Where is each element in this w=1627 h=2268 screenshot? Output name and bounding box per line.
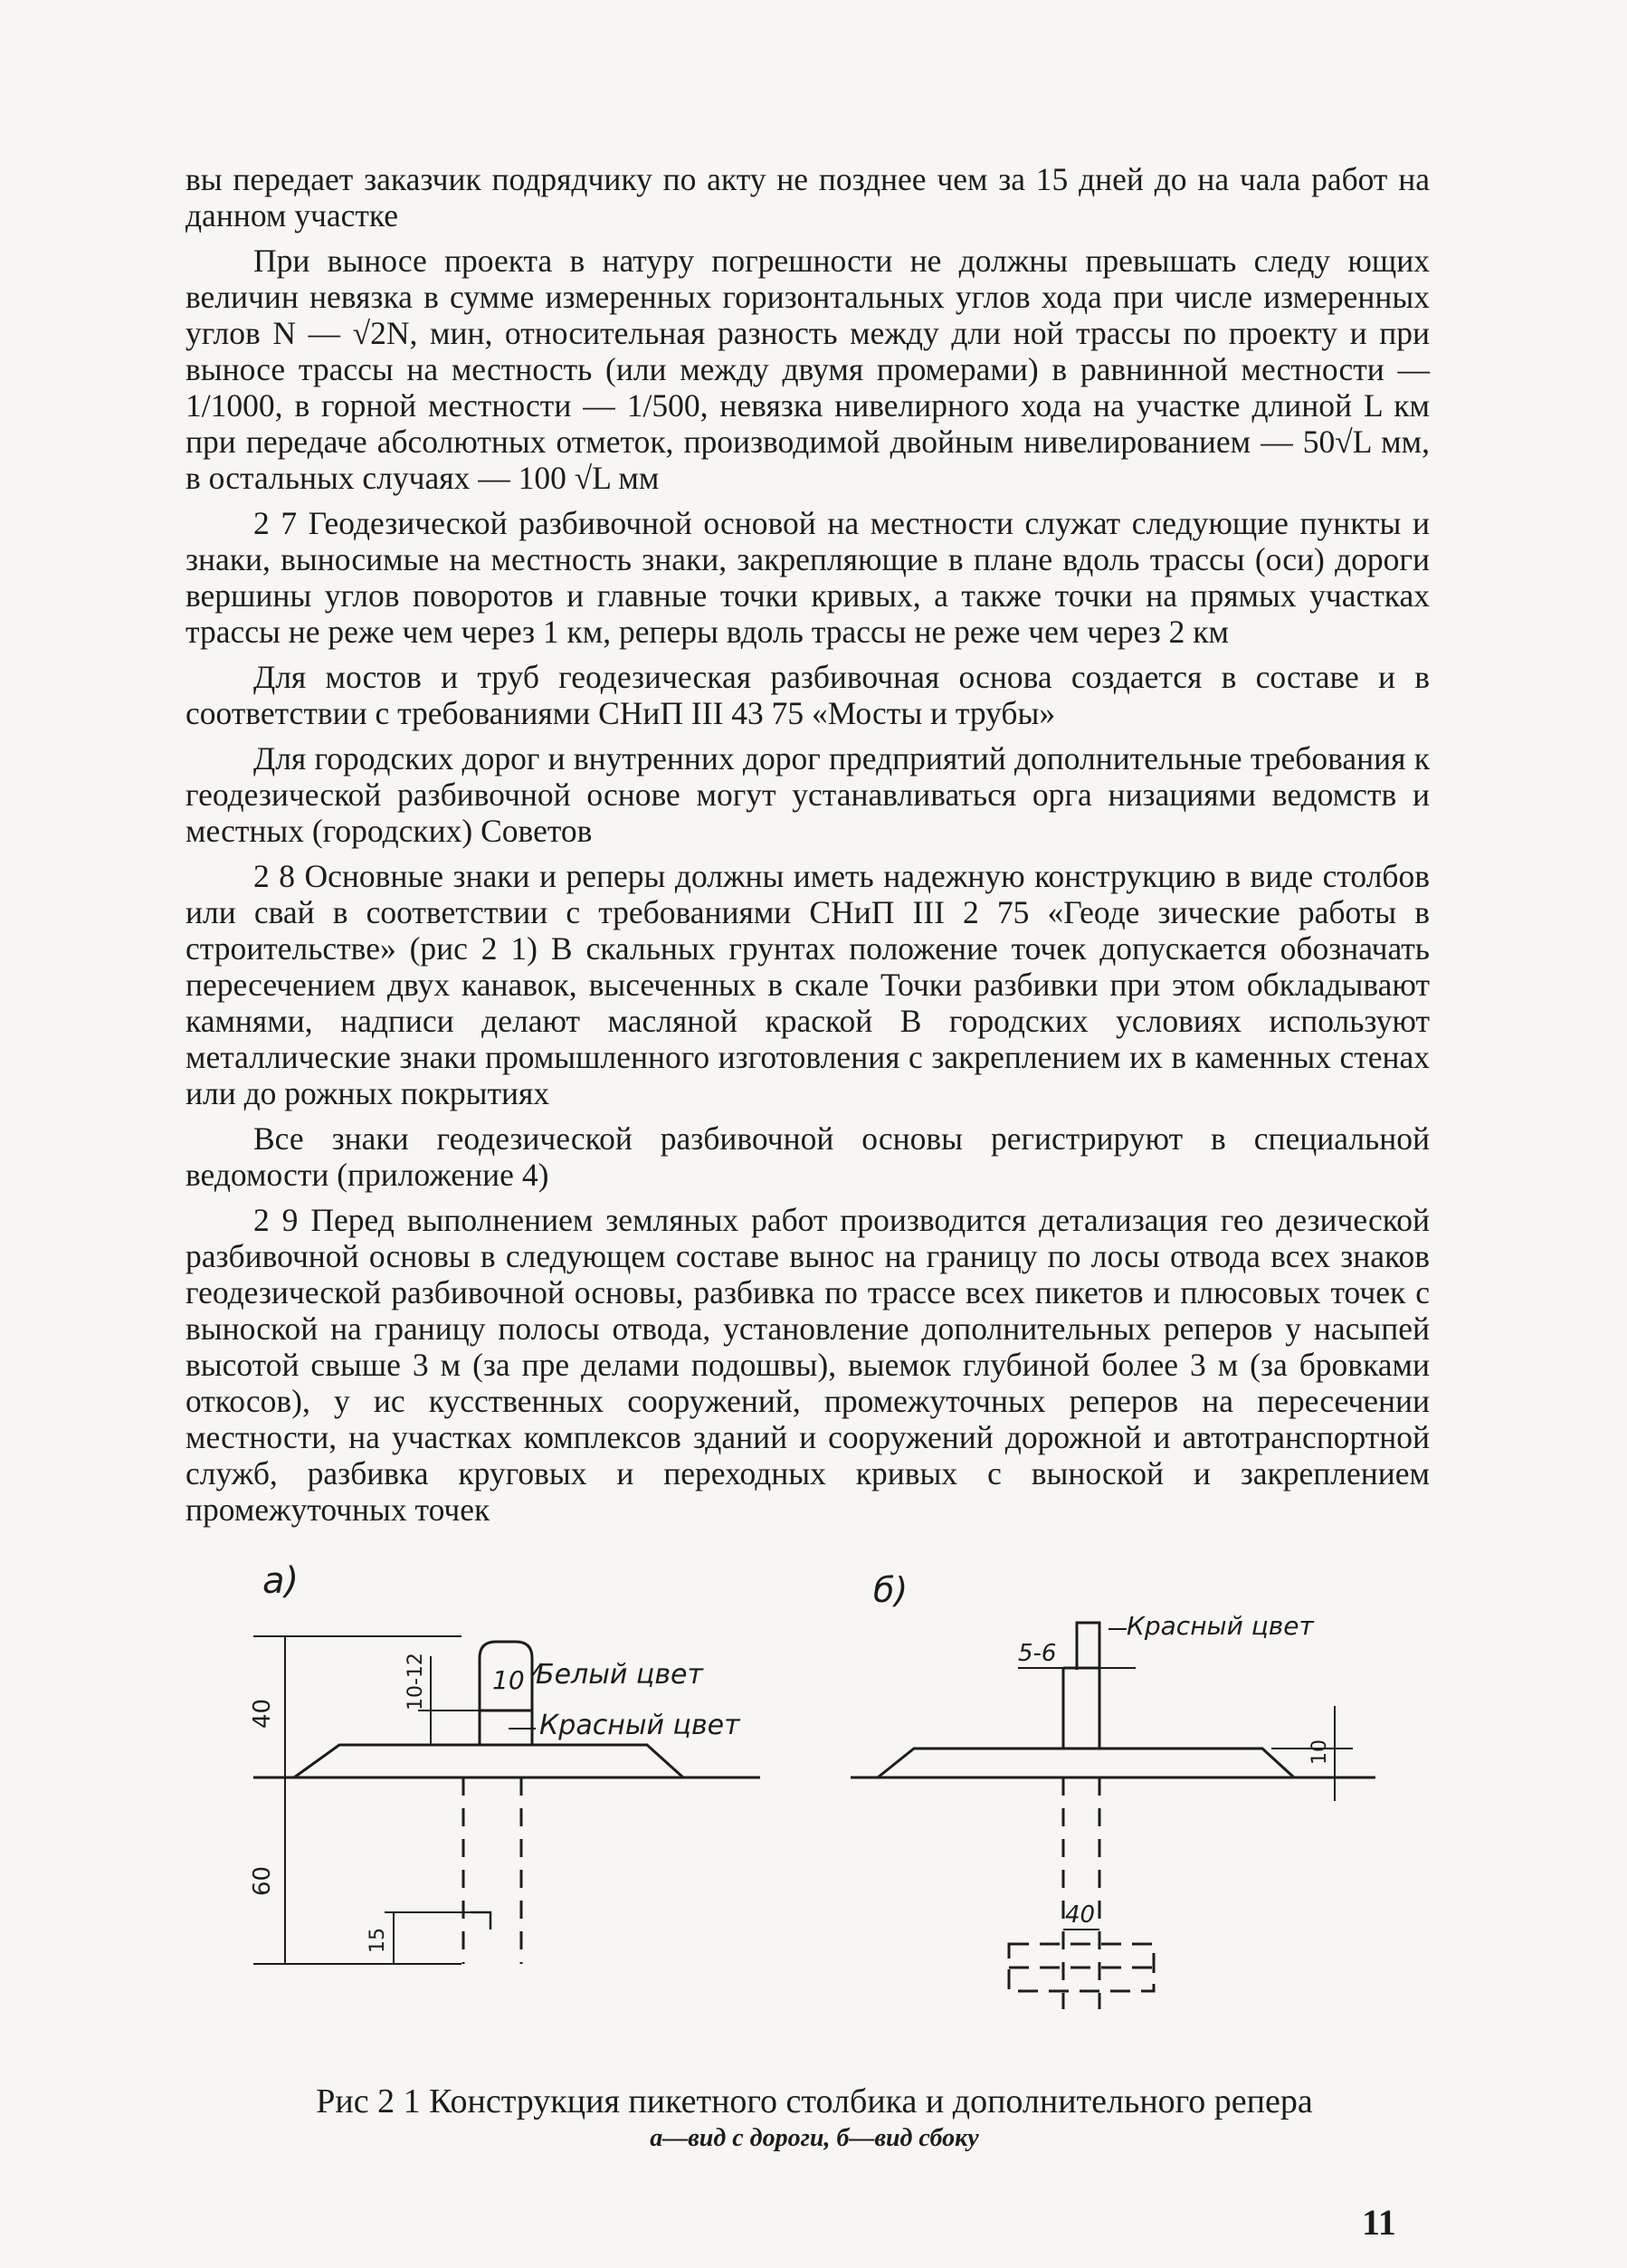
paragraph: При выносе проекта в натуру погрешности не должны превышать следу ющих величин невязка в сумме измеренных горизонтальных углов хода при числе измеренных углов N — √2N, мин, относительная разность между дли ной трассы по проекту и при выносе трассы на местность (или между двумя промерами) в равнинной местности — 1/1000, в горной местности — 1/500, невязка нивелирного хода на участке длиной L км при передаче абсолютных отметок, производимой двойным нивелированием — 50√L мм, в остальных случаях — 100 √L мм — [186, 243, 1430, 496]
view-b — [851, 1623, 1375, 2009]
dim-15-label: 15 — [366, 1928, 389, 1953]
paragraph: 2 7 Геодезической разбивочной основой на местности служат следующие пункты и знаки, выносимые на местность знаки, закрепляющие в плане вдоль трассы (оси) дороги вершины углов поворотов и главные точки кривых, а также точки на прямых участках трассы не реже чем через 1 км, реперы вдоль трассы не реже чем через 2 км — [186, 505, 1430, 650]
paragraph: Для мостов и труб геодезическая разбивочная основа создается в составе и в соответствии с требованиями СНиП III 43 75 «Мосты и трубы» — [186, 659, 1430, 731]
dim-10-label: 10 — [1308, 1739, 1331, 1765]
caption-title: Рис 2 1 Конструкция пикетного столбика и дополнительного репера — [316, 2082, 1313, 2120]
view-b-label: б) — [873, 1570, 909, 1610]
paragraph: Для городских дорог и внутренних дорог предприятий дополнительные требования к геодезической разбивочной основе могут устанавливаться орга низациями ведомств и местных (городских) Советов — [186, 740, 1430, 849]
view-a-label: а) — [262, 1560, 300, 1602]
dim-5-6-label: 5-6 — [1018, 1640, 1057, 1667]
caption-subtitle: а—вид с дороги, б—вид сбоку — [650, 2124, 979, 2152]
figure-caption — [271, 2082, 1357, 2156]
body-text — [186, 161, 1430, 1537]
red-color-label-a: Красный цвет — [539, 1710, 740, 1741]
page-number: 11 — [1362, 2202, 1396, 2243]
paragraph: Все знаки геодезической разбивочной основы регистрируют в специальной ведомости (приложение 4) — [186, 1120, 1430, 1193]
figure-drawing — [249, 1557, 1394, 2063]
post-number-label: 10 — [492, 1665, 525, 1695]
figure-2-1 — [249, 1557, 1394, 2063]
paragraph: 2 8 Основные знаки и реперы должны иметь надежную конструкцию в виде столбов или свай в соответствии с требованиями СНиП III 2 75 «Геоде зические работы в строительстве» (рис 2 1) В скальных грунтах положение точек допускается обозначать пересечением двух канавок, высеченных в скале Точки разбивки при этом обкладывают камнями, надписи делают масляной краской В городских условиях используют металлические знаки промышленного изготовления с закреплением их в каменных стенах или до рожных покрытиях — [186, 858, 1430, 1111]
dim-60-label: 60 — [249, 1865, 276, 1896]
dim-40-label: 40 — [249, 1698, 276, 1729]
dim-40-width-label: 40 — [1065, 1901, 1096, 1929]
paragraph: вы передает заказчик подрядчику по акту не позднее чем за 15 дней до на чала работ на данном участке — [186, 161, 1430, 233]
paragraph: 2 9 Перед выполнением земляных работ производится детализация гео дезической разбивочной основы в следующем составе вынос на границу по лосы отвода всех знаков геодезической разбивочной основы, разбивка по трассе всех пикетов и плюсовых точек с выноской на границу полосы отвода, установление дополнительных реперов у насыпей высотой свыше 3 м (за пре делами подошвы), выемок глубиной более 3 м (за бровками откосов), у ис кусственных сооружений, промежуточных реперов на пересечении местности, на участках комплексов зданий и сооружений дорожной и автотранспортной служб, разбивка круговых и переходных кривых с выноской и закреплением промежуточных точек — [186, 1202, 1430, 1528]
white-color-label: Белый цвет — [536, 1659, 703, 1691]
red-color-label-b: Красный цвет — [1127, 1611, 1314, 1641]
dim-10-12-label: 10-12 — [404, 1653, 427, 1711]
